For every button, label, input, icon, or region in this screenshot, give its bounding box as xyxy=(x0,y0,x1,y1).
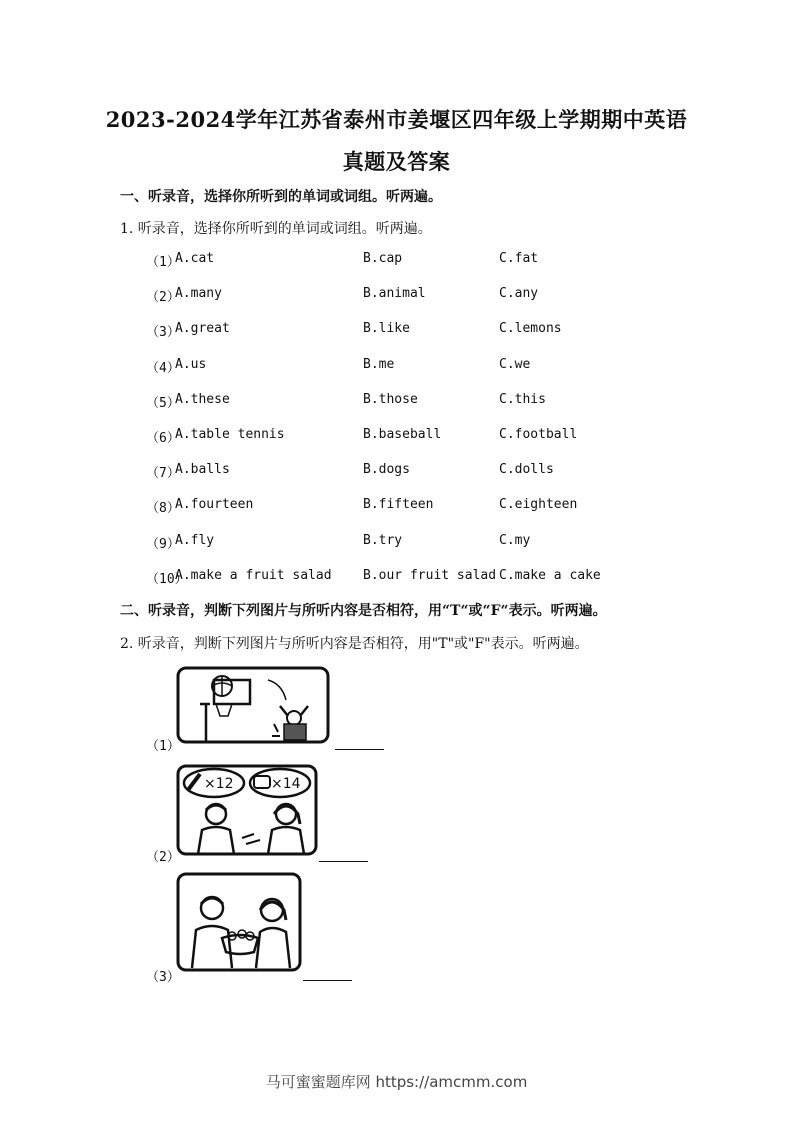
option-number: （9） xyxy=(146,537,180,552)
pencils-rulers-exchange-picture-icon xyxy=(176,764,318,856)
picture-3-label: （3） xyxy=(146,970,180,985)
picture-1-label: （1） xyxy=(146,739,180,754)
option-number: （6） xyxy=(146,431,180,446)
basketball-hoop-girl-picture-icon xyxy=(176,666,330,744)
question-2-text: 2. 听录音，判断下列图片与所听内容是否相符，用"T"或"F"表示。听两遍。 xyxy=(120,636,589,652)
answer-blank-2[interactable] xyxy=(319,861,368,862)
picture-2-label: （2） xyxy=(146,850,180,865)
option-number: （3） xyxy=(146,325,180,340)
option-c[interactable]: C.make a cake xyxy=(499,568,601,583)
option-number: （2） xyxy=(146,290,180,305)
option-c[interactable]: C.fat xyxy=(499,251,539,266)
option-b[interactable]: B.like xyxy=(363,321,410,336)
fruit-basket-children-picture-icon xyxy=(176,872,302,972)
option-a[interactable]: A.make a fruit salad xyxy=(175,568,332,583)
option-c[interactable]: C.any xyxy=(499,286,539,301)
option-b[interactable]: B.fifteen xyxy=(363,497,434,512)
option-b[interactable]: B.our fruit salad xyxy=(363,568,497,583)
option-a[interactable]: A.balls xyxy=(175,462,230,477)
page-title-line-1: 2023-2024学年江苏省泰州市姜堰区四年级上学期期中英语 xyxy=(105,107,688,132)
option-a[interactable]: A.these xyxy=(175,392,230,407)
answer-blank-3[interactable] xyxy=(303,980,352,981)
footer-watermark: 马可蜜蜜题库网 https://amcmm.com xyxy=(265,1073,528,1091)
option-a[interactable]: A.cat xyxy=(175,251,215,266)
option-b[interactable]: B.try xyxy=(363,533,403,548)
option-c[interactable]: C.we xyxy=(499,357,531,372)
option-c[interactable]: C.football xyxy=(499,427,578,442)
section-2-heading: 二、听录音，判断下列图片与所听内容是否相符，用“T“或“F“表示。听两遍。 xyxy=(120,603,607,619)
option-c[interactable]: C.this xyxy=(499,392,546,407)
page-title-line-2: 真题及答案 xyxy=(342,149,451,174)
option-b[interactable]: B.dogs xyxy=(363,462,410,477)
option-a[interactable]: A.fourteen xyxy=(175,497,254,512)
option-b[interactable]: B.animal xyxy=(363,286,426,301)
svg-text:×12: ×12 xyxy=(204,776,234,792)
option-c[interactable]: C.dolls xyxy=(499,462,554,477)
option-number: （5） xyxy=(146,396,180,411)
option-number: （1） xyxy=(146,255,180,270)
option-a[interactable]: A.table tennis xyxy=(175,427,285,442)
option-a[interactable]: A.many xyxy=(175,286,222,301)
answer-blank-1[interactable] xyxy=(335,749,384,750)
option-b[interactable]: B.baseball xyxy=(363,427,442,442)
option-c[interactable]: C.eighteen xyxy=(499,497,578,512)
option-a[interactable]: A.fly xyxy=(175,533,215,548)
option-b[interactable]: B.me xyxy=(363,357,395,372)
option-number: （7） xyxy=(146,466,180,481)
option-c[interactable]: C.lemons xyxy=(499,321,562,336)
question-1-text: 1. 听录音，选择你所听到的单词或词组。听两遍。 xyxy=(120,221,432,237)
svg-text:×14: ×14 xyxy=(271,776,301,792)
option-a[interactable]: A.us xyxy=(175,357,207,372)
option-b[interactable]: B.those xyxy=(363,392,418,407)
option-a[interactable]: A.great xyxy=(175,321,230,336)
option-number: （4） xyxy=(146,361,180,376)
option-number: （8） xyxy=(146,501,180,516)
option-c[interactable]: C.my xyxy=(499,533,531,548)
option-b[interactable]: B.cap xyxy=(363,251,403,266)
option-number: （10） xyxy=(146,572,188,587)
section-1-heading: 一、听录音，选择你所听到的单词或词组。听两遍。 xyxy=(120,189,442,205)
